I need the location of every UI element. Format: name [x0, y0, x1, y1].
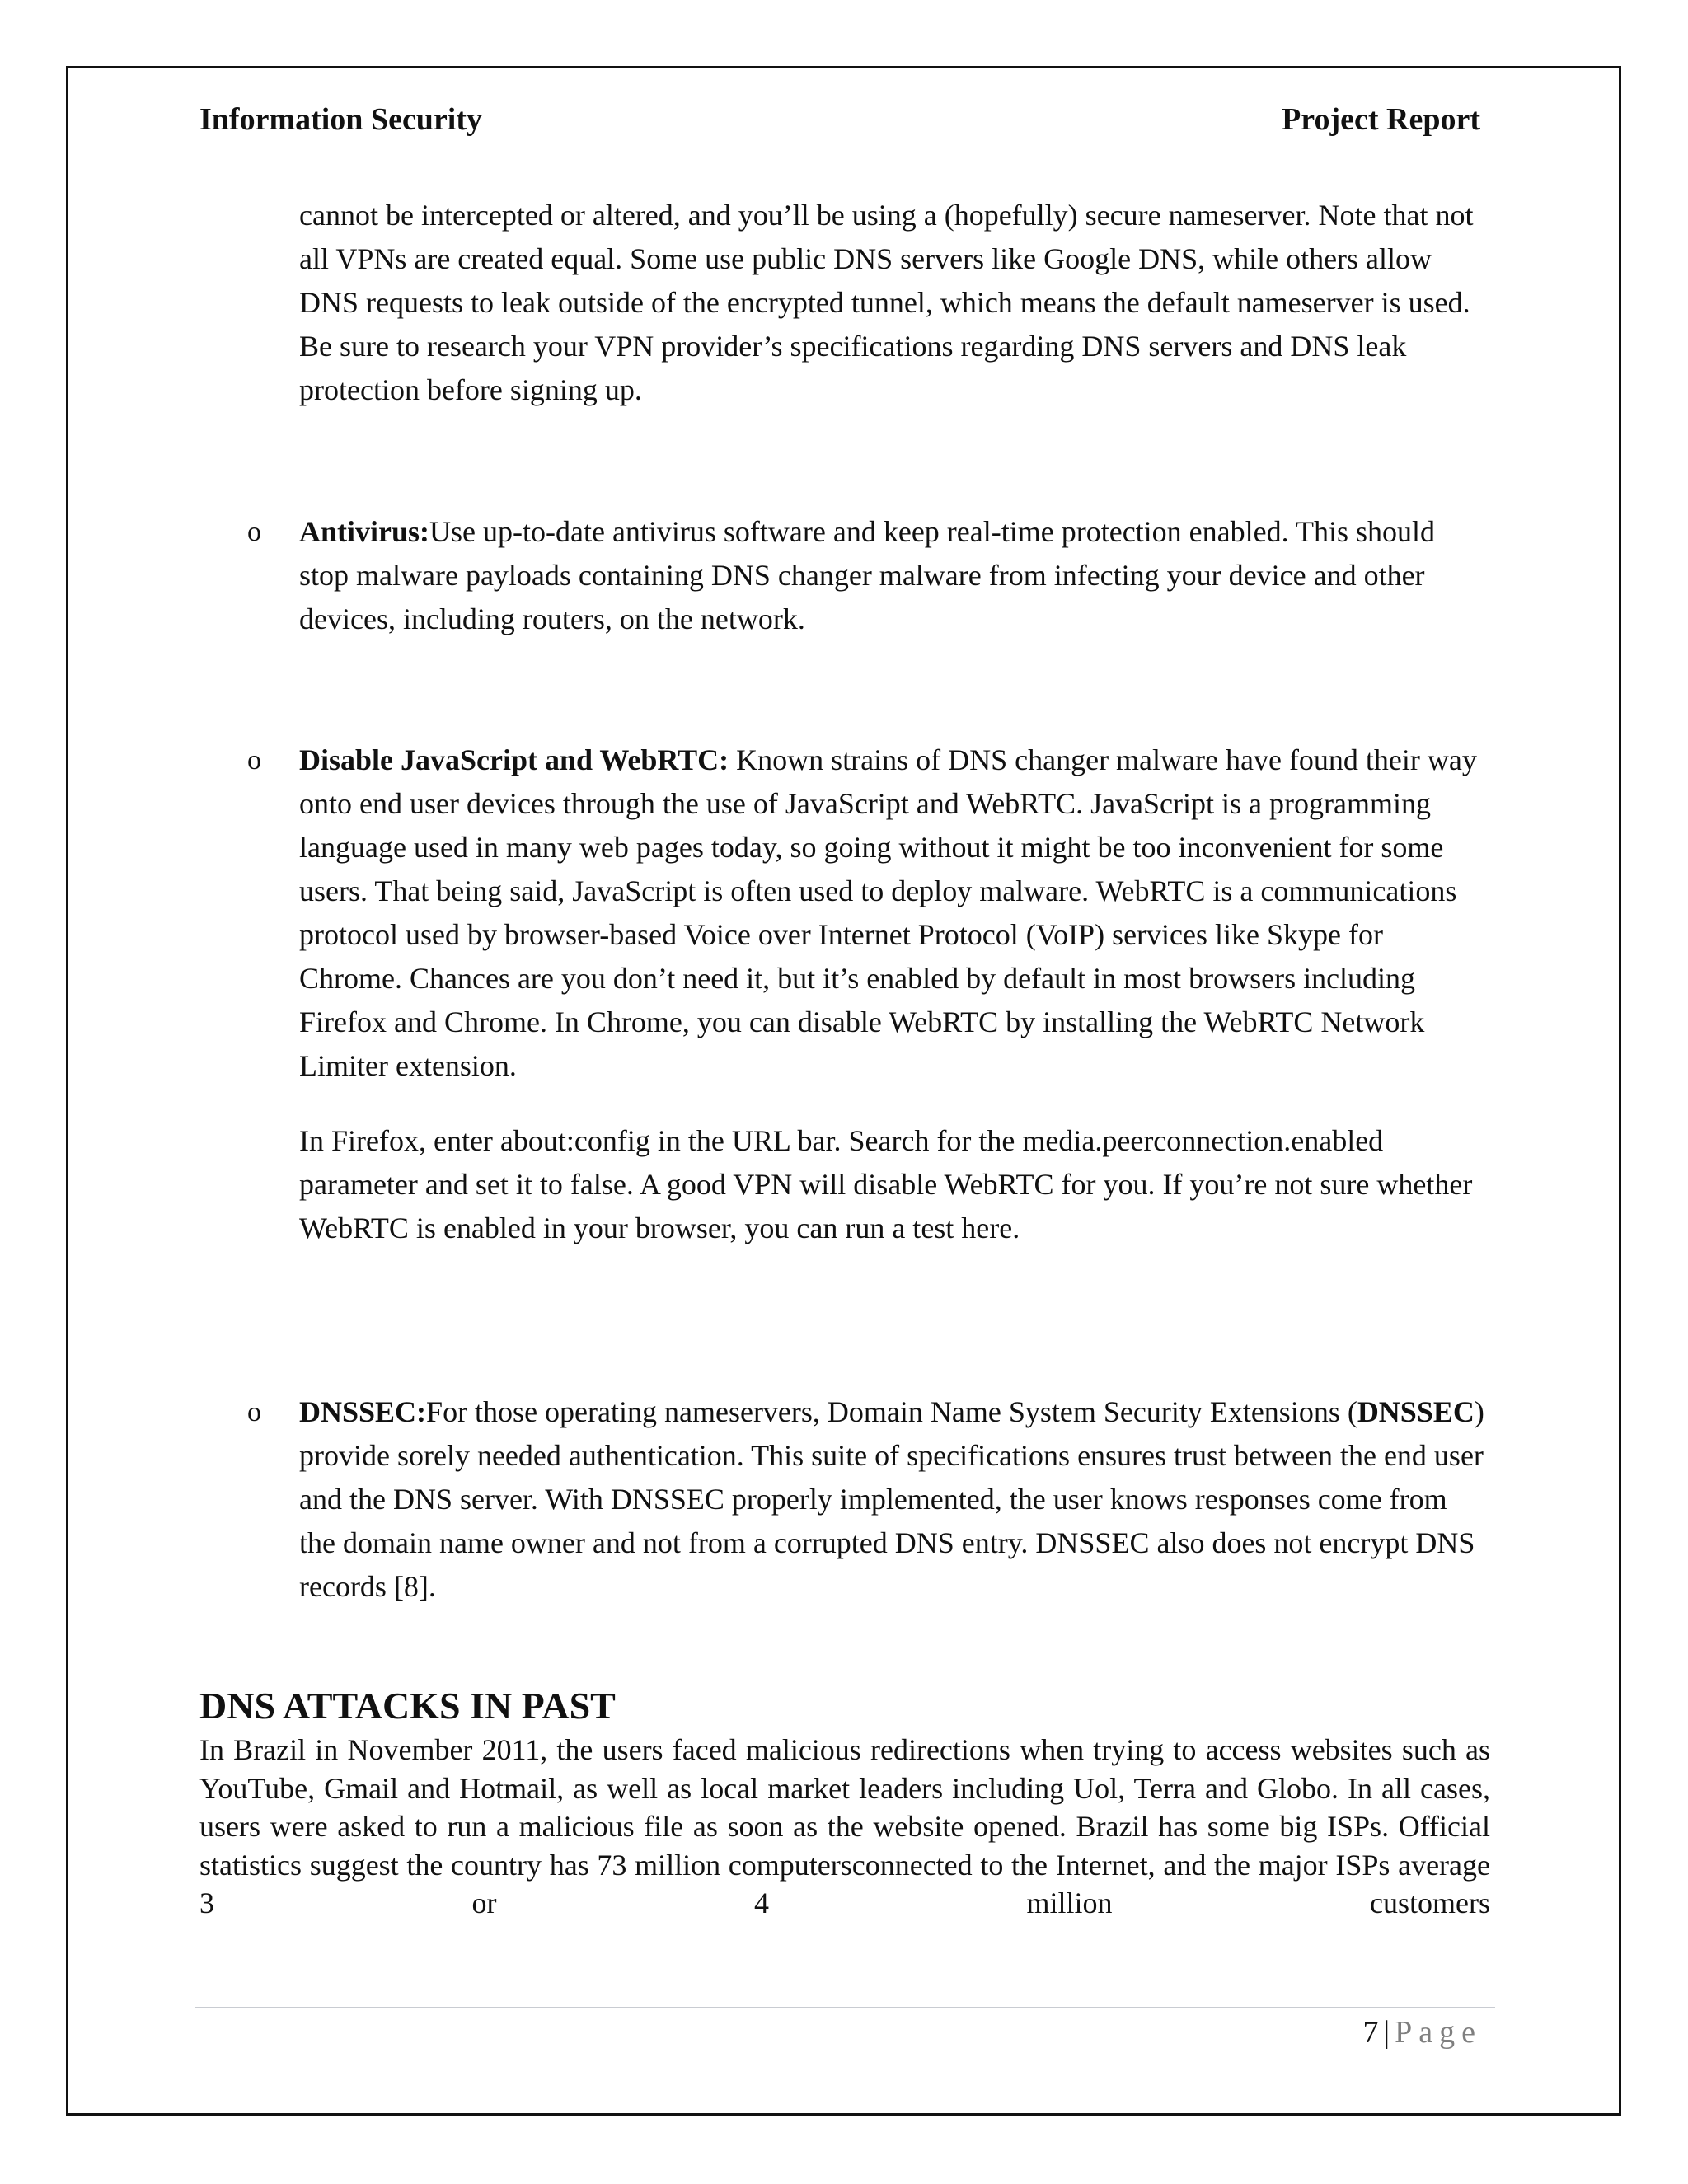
bullet-text-javascript: Known strains of DNS changer malware have found their way onto end user devices through the use of JavaScript and WebRTC. JavaScript is a programming language used in many web pages today, so going without it might be too inconvenient for some users. That being said, JavaScript is often used to deploy malware. WebRTC is a communications protocol used by browser-based Voice over Internet Protocol (VoIP) services like Skype for Chrome. Chances are you don’t need it, but it’s enabled by default in most browsers including Firefox and Chrome. In Chrome, you can disable WebRTC by installing the WebRTC Network Limiter extension. [299, 743, 1477, 1082]
bullet-marker-dnssec: o [247, 1397, 261, 1427]
bullet-bold-dnssec: DNSSEC [1357, 1395, 1475, 1428]
page-number-footer [1363, 2009, 1482, 2055]
bullet-marker-antivirus: o [247, 517, 261, 547]
page-number-separator: | [1383, 2015, 1390, 2050]
page-word: Page [1395, 2015, 1482, 2050]
header-title-left: Information Security [199, 102, 483, 137]
firefox-paragraph: In Firefox, enter about:config in the URL bar. Search for the media.peerconnection.enabled parameter and set it to false. A good VPN will disable WebRTC for you. If you’re not sure whether WebRTC is enabled in your browser, you can run a test here. [299, 1124, 1473, 1244]
bullet-text-dnssec-a: For those operating nameservers, Domain Name System Security Extensions ( [426, 1395, 1357, 1428]
bullet-label-dnssec: DNSSEC: [299, 1395, 427, 1428]
section-heading: DNS ATTACKS IN PAST [199, 1685, 616, 1727]
footer-divider [195, 2007, 1495, 2008]
section-body-paragraph: In Brazil in November 2011, the users faced malicious redirections when trying to access websites such as YouTube, Gmail and Hotmail, as well as local market leaders including Uol, Terra and Globo. In all cases, users were asked to run a malicious file as soon as the website opened. Brazil has some big ISPs. Official statistics suggest the country has 73 million computersconnected to the Internet, and the major ISPs average 3 or 4 million customers [199, 1733, 1490, 1919]
bullet-marker-javascript: o [247, 745, 261, 776]
vpn-continued-paragraph: cannot be intercepted or altered, and you’ll be using a (hopefully) secure nameserver. Note that not all VPNs are created equal. Some use public DNS servers like Google DNS, while others allow DNS requests to leak outside of the encrypted tunnel, which means the default nameserver is used. Be sure to research your VPN provider’s specifications regarding DNS servers and DNS leak protection before signing up. [299, 199, 1474, 406]
bullet-text-dnssec-b: ) provide sorely needed authentication. This suite of specifications ensures trust between the end user and the DNS server. With DNSSEC properly implemented, the user knows responses come from the domain name owner and not from a corrupted DNS entry. DNSSEC also does not encrypt DNS records [8]. [299, 1395, 1484, 1603]
header-title-right: Project Report [1282, 102, 1480, 137]
page-number: 7 [1362, 2015, 1379, 2050]
bullet-dnssec [299, 1390, 1490, 1609]
bullet-text-antivirus: Use up-to-date antivirus software and keep real-time protection enabled. This should stop malware payloads containing DNS changer malware from infecting your device and other devices, including routers, on the network. [299, 515, 1435, 635]
bullet-javascript-webrtc [299, 738, 1490, 1088]
bullet-label-antivirus: Antivirus: [299, 515, 430, 548]
bullet-antivirus [299, 510, 1490, 641]
bullet-label-javascript: Disable JavaScript and WebRTC: [299, 743, 729, 776]
